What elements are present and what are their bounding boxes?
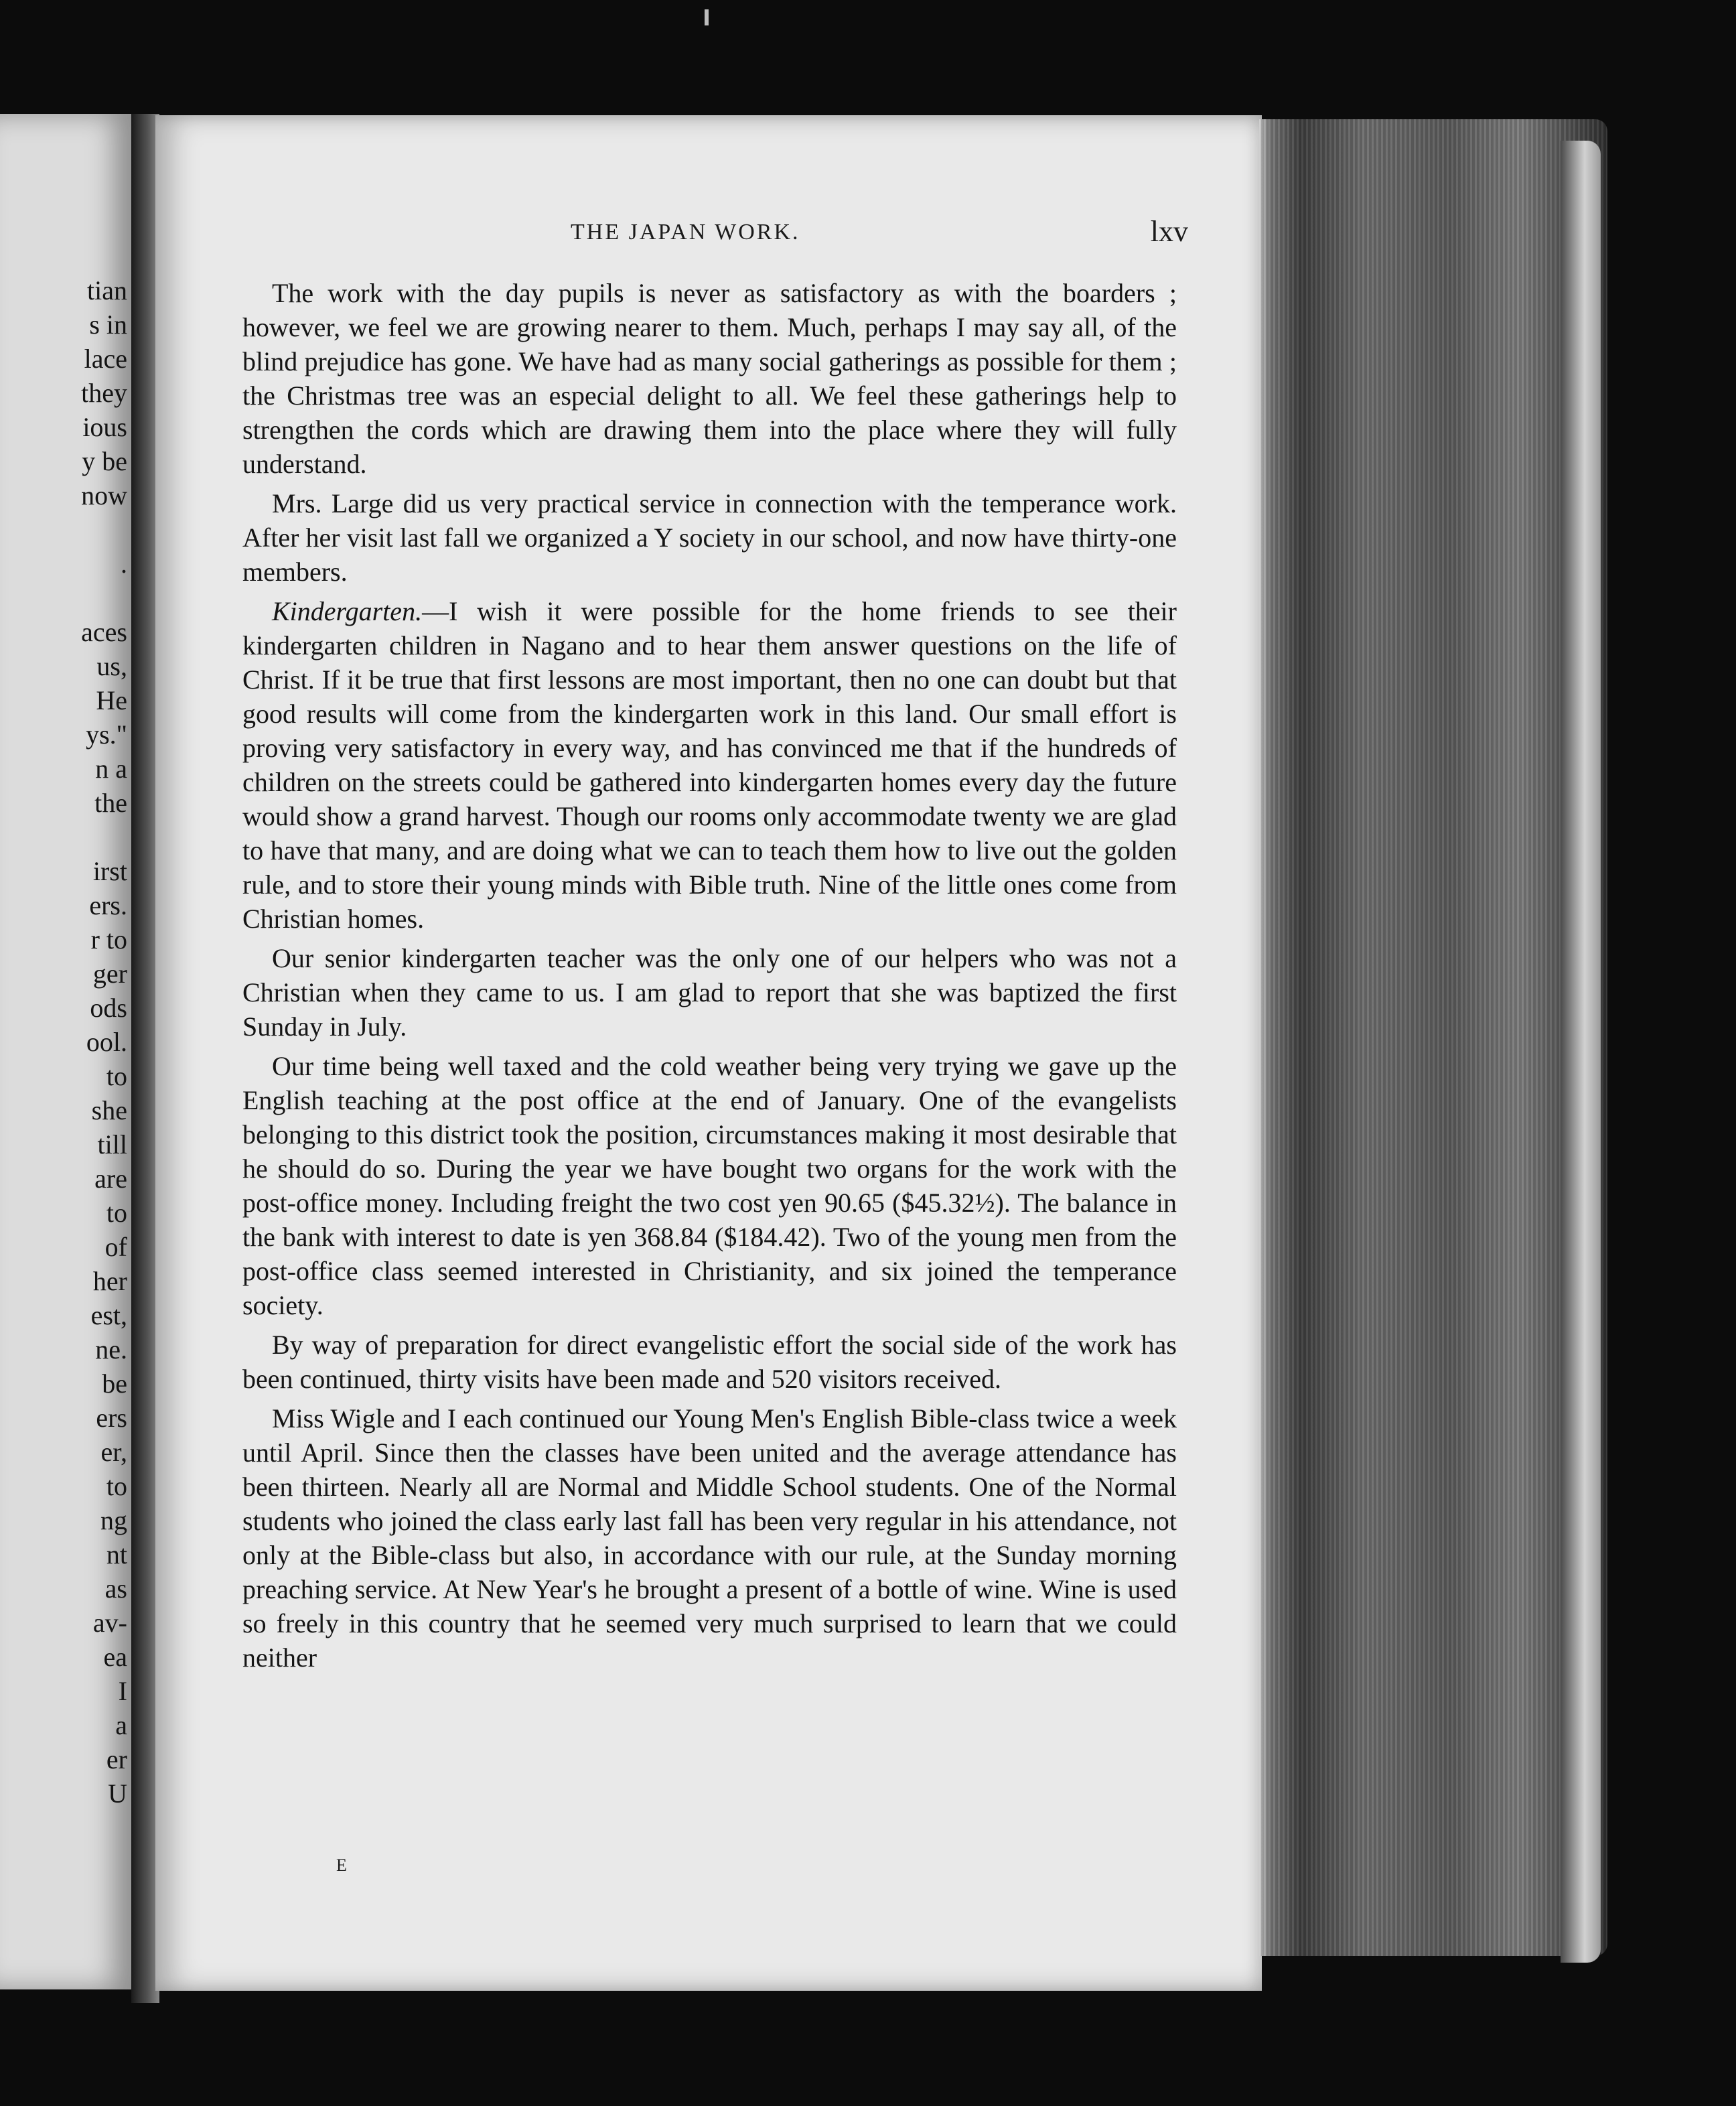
page-number: lxv xyxy=(1150,215,1188,248)
left-page-fragment: irst xyxy=(92,856,127,886)
left-page-fragment: the xyxy=(94,788,127,818)
left-page-fragment: they xyxy=(81,378,127,408)
left-facing-page xyxy=(0,114,134,1989)
signature-mark: E xyxy=(336,1855,347,1875)
paragraph xyxy=(242,1401,1177,1675)
left-page-fragment: lace xyxy=(84,344,127,374)
left-page-fragment: ious xyxy=(82,412,127,442)
left-page-fragment: s in xyxy=(89,309,127,340)
left-page-fragment: ool. xyxy=(86,1027,127,1057)
body-text xyxy=(242,276,1177,1680)
left-page-fragment: of xyxy=(104,1232,127,1262)
paragraph xyxy=(242,276,1177,481)
left-page-fragment: ods xyxy=(90,993,127,1023)
left-page-fragment: He xyxy=(96,685,127,715)
left-page-fragment: now xyxy=(81,480,127,510)
left-page-fragment: av- xyxy=(92,1608,127,1638)
paragraph-text: Mrs. Large did us very practical service in connection with the temperance work. After her visit last fall we organized a Y society in our school, and now have thirty-one members. xyxy=(242,488,1177,587)
left-page-fragment: . xyxy=(121,549,127,579)
paragraph xyxy=(242,1328,1177,1396)
book-cover-edge xyxy=(1561,141,1601,1963)
page-header xyxy=(155,214,1262,255)
paragraph-text: Miss Wigle and I each continued our Young Men's English Bible-class twice a week until April. Since then the classes have been united and the average attendance has been thirteen. Nearly all are Normal and Middle School students. One of the Normal students who joined the class early last fall has been very regular in his attendance, not only at the Bible-class but also, in accordance with our rule, at the Sunday morning preaching service. At New Year's he brought a present of a bottle of wine. Wine is used so freely in this country that he seemed very much surprised to learn that we could neither xyxy=(242,1403,1177,1673)
left-page-fragment: to xyxy=(106,1471,127,1501)
paragraph-text: By way of preparation for direct evangelistic effort the social side of the work has been continued, thirty visits have been made and 520 visitors received. xyxy=(242,1330,1177,1394)
paragraph-text: Our time being well taxed and the cold weather being very trying we gave up the English teaching at the post office at the end of January. One of the evangelists belonging to this district took the position, circumstances making it most desirable that he should do so. During the year we have bought two organs for the work with the post-office money. Including freight the two cost yen 90.65 ($45.32½). The balance in the bank with interest to date is yen 368.84 ($184.42). Two of the young men from the post-office class seemed interested in Christianity, and six joined the temperance society. xyxy=(242,1051,1177,1320)
paragraph-text: —I wish it were possible for the home friends to see their kindergarten children in Nagano and to hear them answer questions on the life of Christ. If it be true that first lessons are most important, then no one can doubt but that good results will come from the kindergarten work in this land. Our small effort is proving very satisfactory in every way, and has convinced me that if the hundreds of children on the streets could be gathered into kindergarten homes every day the future would show a grand harvest. Though our rooms only accommodate twenty we are glad to have that many, and are doing what we can to teach them how to live out the golden rule, and to store their young minds with Bible truth. Nine of the little ones come from Christian homes. xyxy=(242,596,1177,934)
paragraph-text: The work with the day pupils is never as satisfactory as with the boarders ; however, we feel we are growing nearer to them. Much, perhaps I may say all, of the blind prejudice has gone. We have had as many social gatherings as possible for them ; the Christmas tree was an especial delight to all. We feel these gatherings help to strengthen the cords which are drawing them into the place where they will fully understand. xyxy=(242,278,1177,479)
scan-mark xyxy=(705,9,709,25)
left-page-fragment: she xyxy=(91,1095,127,1125)
left-page-fragment: tian xyxy=(87,275,127,305)
left-page-fragment: er xyxy=(106,1744,127,1774)
left-page-fragment: r to xyxy=(90,924,127,955)
left-page-fragment: ys." xyxy=(86,719,127,750)
left-page-fragment: ger xyxy=(92,959,127,989)
left-page-fragment: to xyxy=(106,1198,127,1228)
left-page-fragment: n a xyxy=(95,754,127,784)
left-page-fragment: till xyxy=(97,1129,127,1160)
left-page-fragment: U xyxy=(108,1778,127,1809)
left-page-fragment: est, xyxy=(90,1300,127,1330)
left-page-fragment: er, xyxy=(100,1437,127,1467)
left-page-fragment: ers xyxy=(96,1403,127,1433)
left-page-fragment: ers. xyxy=(89,890,127,920)
left-page-fragment: aces xyxy=(81,617,127,647)
book-page xyxy=(155,115,1262,1991)
running-head: THE JAPAN WORK. xyxy=(571,220,800,244)
left-page-fragment: are xyxy=(94,1164,127,1194)
left-page-fragment: ne. xyxy=(95,1334,127,1364)
left-page-fragment: as xyxy=(104,1573,127,1604)
left-page-fragment: y be xyxy=(82,446,127,476)
left-page-fragment: a xyxy=(115,1710,127,1740)
paragraph xyxy=(242,1049,1177,1322)
left-page-fragment: be xyxy=(102,1368,127,1399)
left-page-fragment: to xyxy=(106,1061,127,1091)
left-page-fragment: ea xyxy=(103,1642,127,1672)
paragraph xyxy=(242,486,1177,589)
left-page-fragment: her xyxy=(92,1266,127,1296)
left-page-fragment: I xyxy=(118,1676,127,1706)
section-heading: Kindergarten. xyxy=(272,596,423,626)
book-fore-edge xyxy=(1259,119,1607,1956)
left-page-fragment: us, xyxy=(96,651,127,681)
paragraph xyxy=(242,941,1177,1044)
paragraph xyxy=(242,594,1177,936)
left-page-fragment: nt xyxy=(106,1539,127,1569)
left-page-fragment: ng xyxy=(100,1505,127,1535)
paragraph-text: Our senior kindergarten teacher was the only one of our helpers who was not a Christian when they came to us. I am glad to report that she was baptized the first Sunday in July. xyxy=(242,943,1177,1042)
